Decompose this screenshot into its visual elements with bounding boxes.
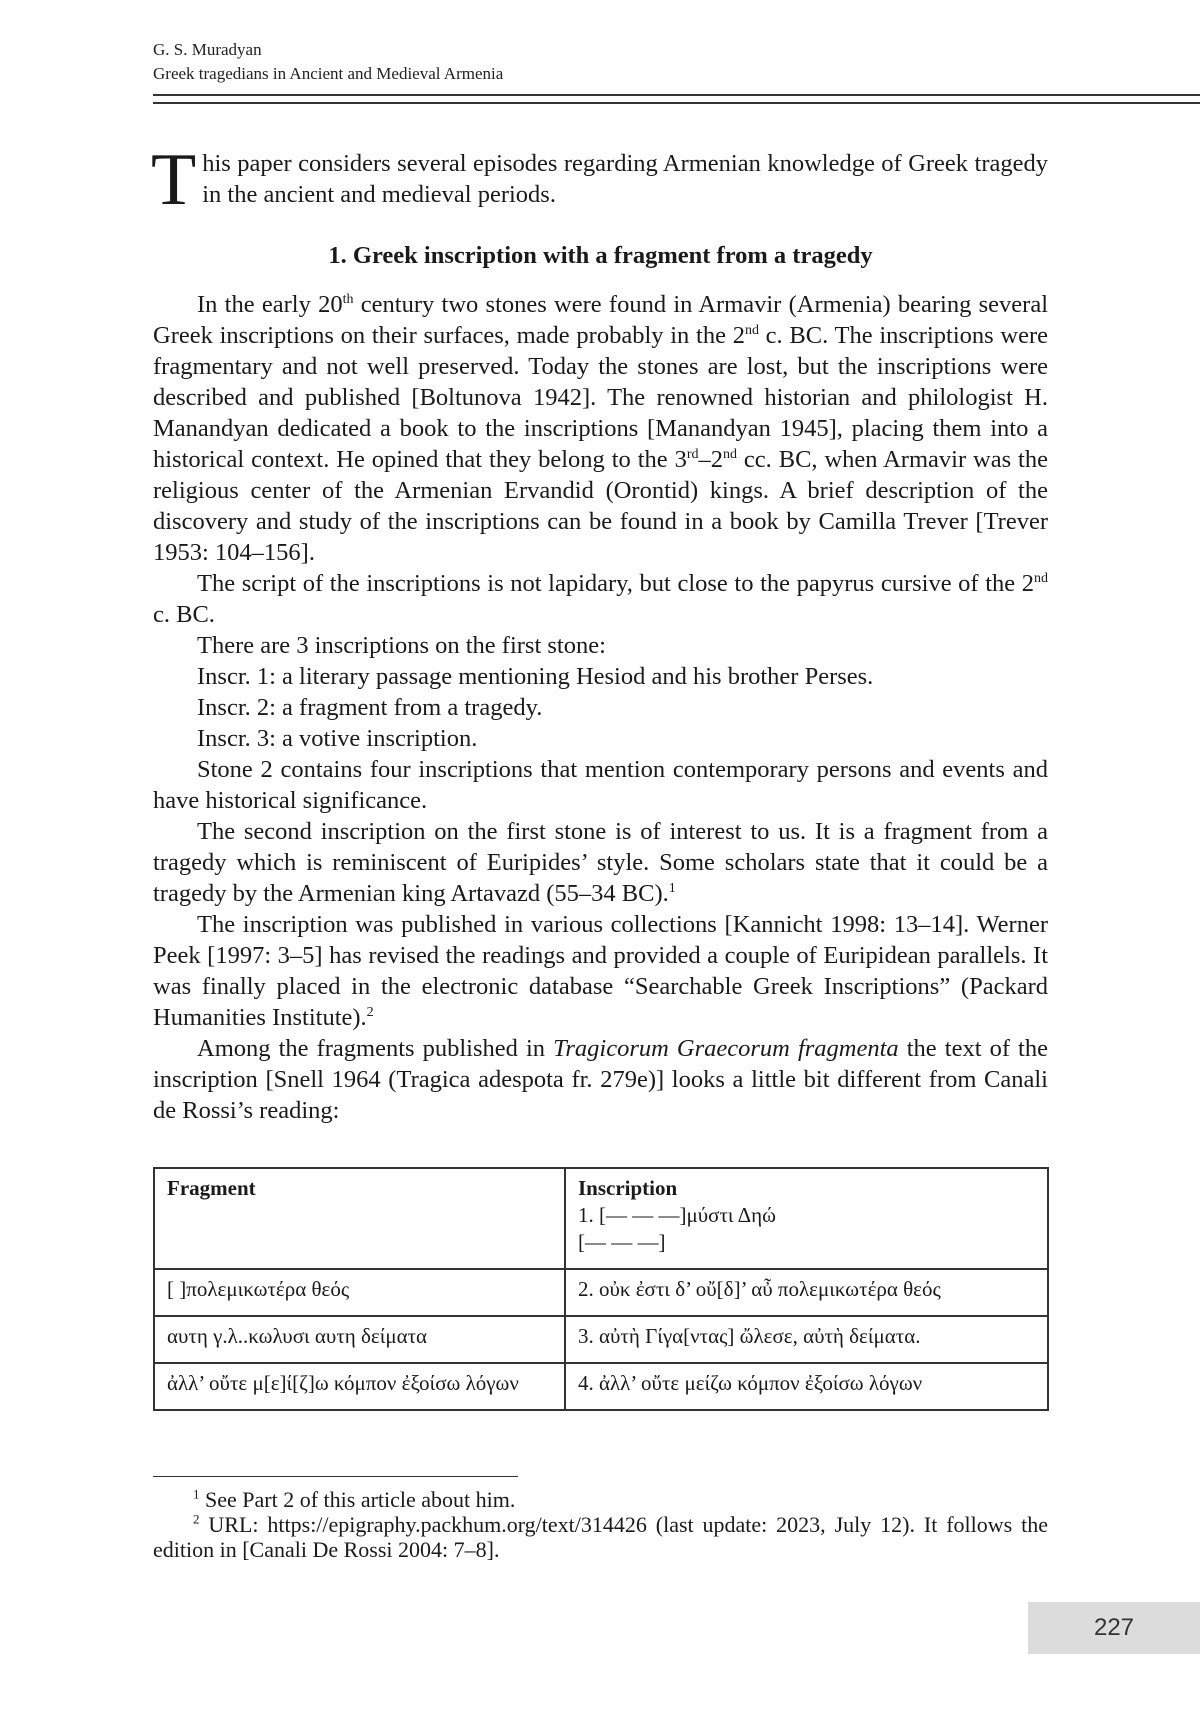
footnote-2-text: URL: https://epigraphy.packhum.org/text/314426 (last update: 2023, July 12). It follows the edition in [Canali De Rossi 2004: 7–8]. — [153, 1512, 1048, 1562]
paragraph-8 — [153, 816, 1048, 909]
paragraph-1 — [153, 289, 1048, 568]
table-row — [154, 1269, 1048, 1316]
paragraph-10 — [153, 1033, 1048, 1126]
section-title: 1. Greek inscription with a fragment from a tragedy — [153, 240, 1048, 271]
footnote-2 — [153, 1512, 1048, 1562]
fragment-table — [153, 1167, 1049, 1411]
drop-cap: T — [151, 152, 196, 208]
p1-text-c: c. BC. The inscriptions were fragmentary and not well preserved. Today the stones are lost, but the inscriptions were described and published [Boltunova 1942]. The renowned historian and philologist H. Manandyan dedicated a book to the inscriptions [Manandyan 1945], placing them into a historical context. He opined that they belong to the 3 — [153, 322, 1048, 473]
footnote-1-text: See Part 2 of this article about him. — [200, 1487, 516, 1512]
table-row — [154, 1363, 1048, 1410]
list-inscr-3: Inscr. 3: a votive inscription. — [153, 723, 1048, 754]
header-rule-top — [153, 94, 1200, 96]
p1-text-b: century two stones were found in Armavir (Armenia) bearing several Greek inscriptions on their surfaces, made probably in the 2 — [153, 291, 1048, 349]
paragraph-3: There are 3 inscriptions on the first stone: — [153, 630, 1048, 661]
footnotes — [153, 1487, 1048, 1562]
table-row — [154, 1316, 1048, 1363]
p2-sup: nd — [1034, 571, 1048, 586]
p1-sup-4: nd — [723, 447, 737, 462]
running-header — [153, 38, 1200, 86]
list-inscr-1: Inscr. 1: a literary passage mentioning Hesiod and his brother Perses. — [153, 661, 1048, 692]
fragment-cell: [ ]πολεμικωτέρα θεός — [154, 1269, 565, 1316]
inscription-line-1: 1. [— — —]μύστι Δηώ — [578, 1202, 1035, 1229]
footnote-1 — [153, 1487, 1048, 1512]
inscription-cell: 3. αὐτὴ Γίγα[ντας] ὤλεσε, αὐτὴ δείματα. — [565, 1316, 1048, 1363]
intro-text: his paper considers several episodes regarding Armenian knowledge of Greek tragedy in the ancient and medieval periods. — [202, 150, 1048, 208]
p2-text-a: The script of the inscriptions is not lapidary, but close to the papyrus cursive of the 2 — [197, 570, 1034, 597]
inscription-cell: 4. ἀλλ’ οὔτε μείζω κόμπον ἐξοίσω λόγων — [565, 1363, 1048, 1410]
footnote-ref-2[interactable]: 2 — [367, 1005, 374, 1020]
page-number: 227 — [1028, 1602, 1200, 1654]
p9-text: The inscription was published in various collections [Kannicht 1998: 13–14]. Werner Peek [1997: 3–5] has revised the readings and provided a couple of Euripidean parallels. It was finally placed in the electronic database “Searchable Greek Inscriptions” (Packard Humanities Institute). — [153, 911, 1048, 1031]
p1-sup-1: th — [343, 292, 354, 307]
fragment-cell: ἀλλ’ οὔτε μ[ε]ί[ζ]ω κόμπον ἐξοίσω λόγων — [154, 1363, 565, 1410]
p1-text-d: –2 — [699, 446, 724, 473]
table-header-fragment — [154, 1168, 565, 1269]
p1-text-e: cc. BC, when Armavir was the religious center of the Armenian Ervandid (Orontid) kings. A brief description of the discovery and study of the inscriptions can be found in a book by Camilla Trever [Trever 1953: 104–156]. — [153, 446, 1048, 566]
header-inscription-label: Inscription — [578, 1175, 1035, 1202]
header-running-title: Greek tragedians in Ancient and Medieval Armenia — [153, 62, 1200, 86]
p10-text-a: Among the fragments published in — [197, 1035, 553, 1062]
list-inscr-2: Inscr. 2: a fragment from a tragedy. — [153, 692, 1048, 723]
p8-text: The second inscription on the first stone is of interest to us. It is a fragment from a tragedy which is reminiscent of Euripides’ style. Some scholars state that it could be a tragedy by the Armenian king Artavazd (55–34 BC). — [153, 818, 1048, 907]
p10-italic-title: Tragicorum Graecorum fragmenta — [553, 1035, 899, 1062]
header-rule-bottom — [153, 102, 1200, 104]
footnote-2-mark: 2 — [193, 1512, 200, 1527]
p2-text-b: c. BC. — [153, 601, 215, 628]
article-body — [153, 148, 1048, 1126]
paragraph-2 — [153, 568, 1048, 630]
footnote-separator — [153, 1476, 518, 1477]
intro-paragraph — [153, 148, 1048, 210]
p10-text-b: the text of the inscription [Snell 1964 (Tragica adespota fr. 279e)] looks a little bit different from Canali de Rossi’s reading: — [153, 1035, 1048, 1124]
footnote-1-mark: 1 — [193, 1487, 200, 1502]
footnote-ref-1[interactable]: 1 — [669, 881, 676, 896]
table-header-row — [154, 1168, 1048, 1269]
paragraph-9 — [153, 909, 1048, 1033]
p1-sup-2: nd — [745, 323, 759, 338]
paragraph-stone-2: Stone 2 contains four inscriptions that mention contemporary persons and events and have historical significance. — [153, 754, 1048, 816]
table-header-inscription — [565, 1168, 1048, 1269]
p1-sup-3: rd — [687, 447, 699, 462]
header-fragment-label: Fragment — [167, 1175, 552, 1202]
inscription-cell: 2. οὐκ ἐστι δ’ οὔ[δ]’ αὖ πολεμικωτέρα θεός — [565, 1269, 1048, 1316]
header-author: G. S. Muradyan — [153, 38, 1200, 62]
p1-text-a: In the early 20 — [197, 291, 343, 318]
inscription-line-1b: [— — —] — [578, 1229, 1035, 1256]
fragment-cell: αυτη γ.λ..κωλυσι αυτη δείματα — [154, 1316, 565, 1363]
